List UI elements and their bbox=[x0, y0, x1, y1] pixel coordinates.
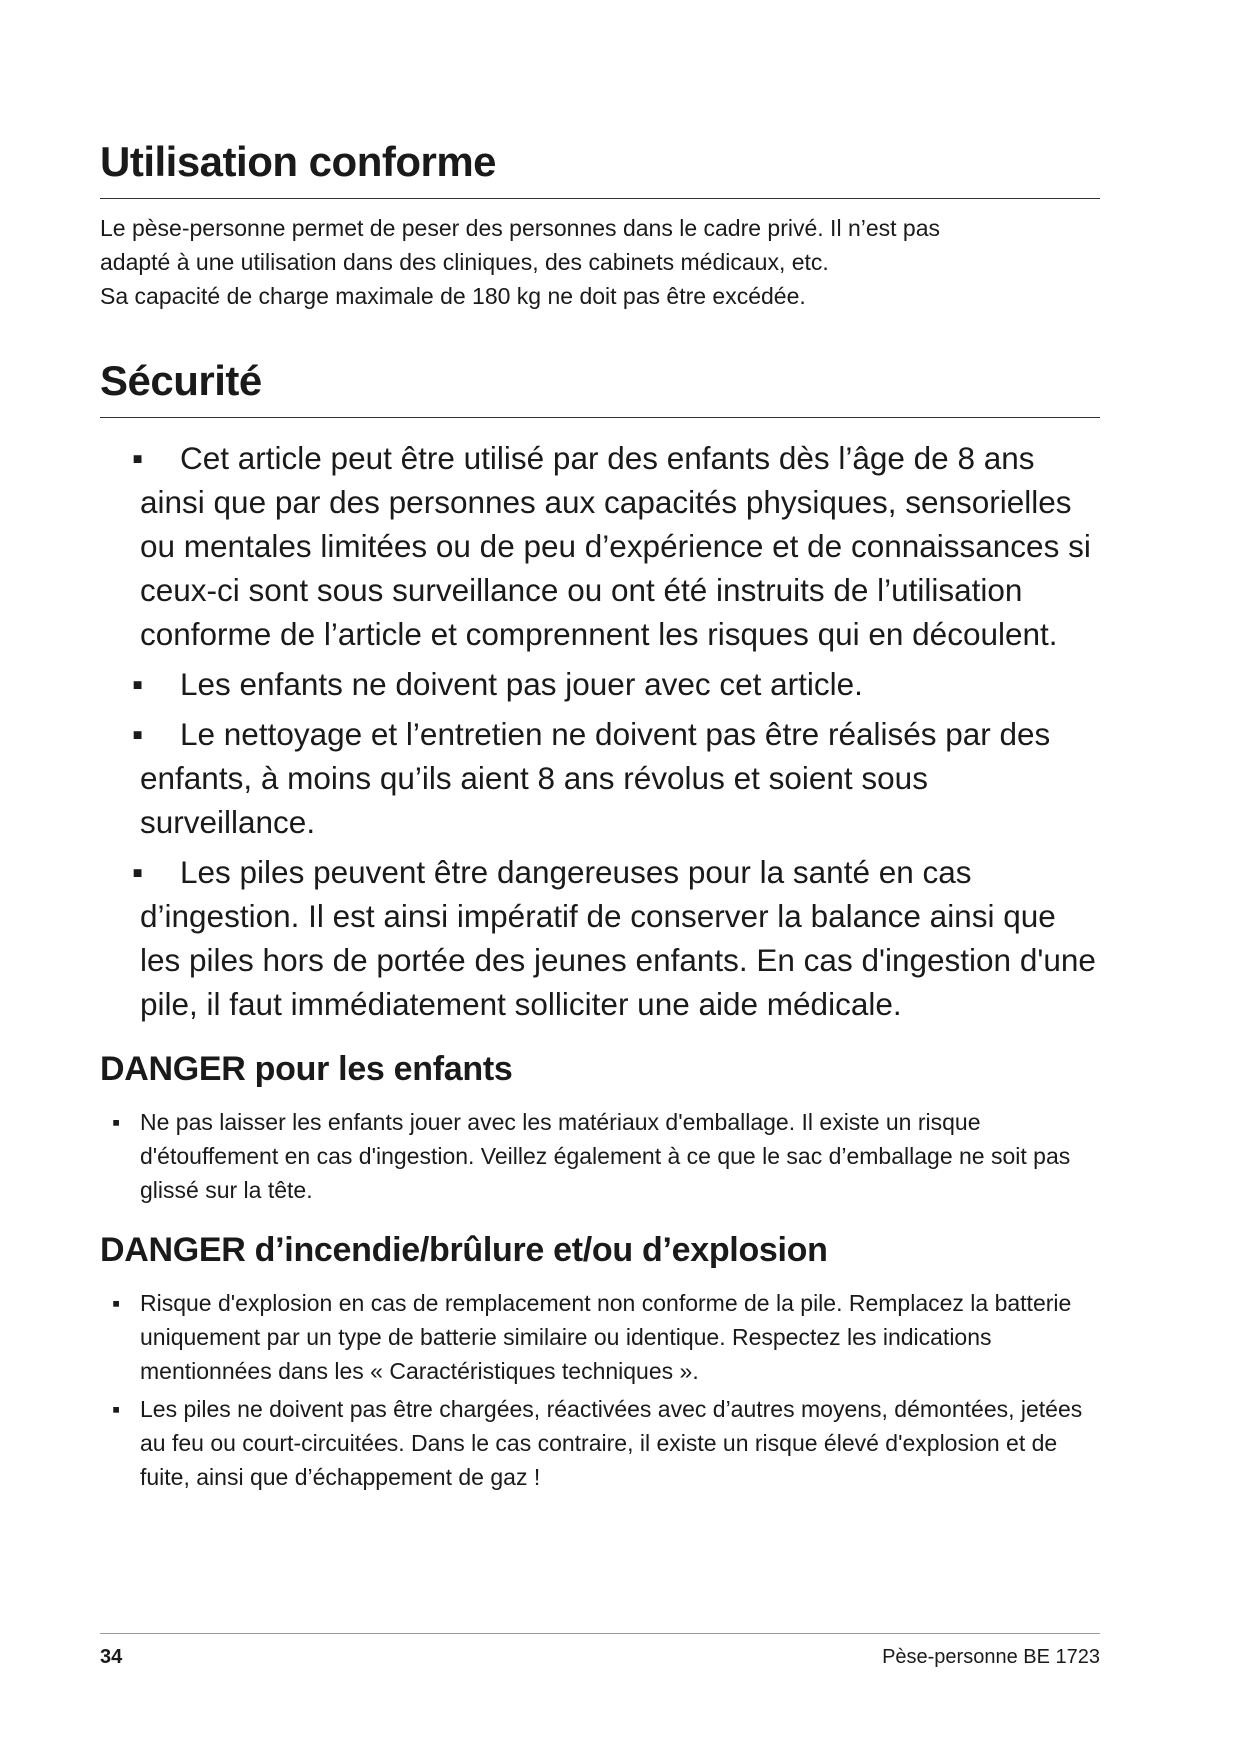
section-title-danger-fire: DANGER d’incendie/brûlure et/ou d’explosion bbox=[100, 1231, 828, 1269]
document-page bbox=[100, 0, 1100, 1498]
usage-line: adapté à une utilisation dans des cliniques, des cabinets médicaux, etc. bbox=[100, 249, 829, 275]
bullet-icon: ▪ bbox=[132, 666, 144, 702]
list-item bbox=[112, 1392, 1100, 1494]
list-item-text: Les piles ne doivent pas être chargées, réactivées avec d’autres moyens, démontées, jetées au feu ou court-circuitées. Dans le cas contraire, il existe un risque élevé d'explosion et de fuite, ainsi que d’échappement de gaz ! bbox=[140, 1396, 1083, 1490]
list-item bbox=[112, 1105, 1100, 1207]
bullet-icon: ▪ bbox=[132, 440, 144, 476]
list-item-text: Les enfants ne doivent pas jouer avec cet article. bbox=[180, 666, 863, 702]
list-item-text: Les piles peuvent être dangereuses pour la santé en cas d’ingestion. Il est ainsi impératif de conserver la balance ainsi que les piles hors de portée des jeunes enfants. En cas d'ingestion d'une pile, il faut immédiatement solliciter une aide médicale. bbox=[140, 854, 1096, 1022]
bullet-icon: ▪ bbox=[112, 1396, 121, 1422]
section-title-usage: Utilisation conforme bbox=[100, 138, 1100, 199]
bullet-icon: ▪ bbox=[132, 716, 144, 752]
danger-fire-list bbox=[100, 1286, 1100, 1494]
list-item bbox=[132, 850, 1100, 1026]
bullet-icon: ▪ bbox=[112, 1109, 121, 1135]
bullet-icon: ▪ bbox=[112, 1290, 121, 1316]
safety-list bbox=[100, 436, 1100, 1026]
page-footer bbox=[100, 1633, 1100, 1669]
usage-paragraph bbox=[100, 211, 1100, 313]
list-item bbox=[132, 712, 1100, 844]
list-item bbox=[112, 1286, 1100, 1388]
usage-line: Sa capacité de charge maximale de 180 kg ne doit pas être excédée. bbox=[100, 283, 806, 309]
product-name: Pèse-personne BE 1723 bbox=[882, 1646, 1100, 1668]
list-item-text: Cet article peut être utilisé par des enfants dès l’âge de 8 ans ainsi que par des personnes aux capacités physiques, sensorielles ou mentales limitées ou de peu d’expérience et de connaissances si ceux-ci sont sous surveillance ou ont été instruits de l’utilisation conforme de l’article et comprennent les risques qui en découlent. bbox=[140, 440, 1091, 652]
list-item-text: Ne pas laisser les enfants jouer avec les matériaux d'emballage. Il existe un risque d'étouffement en cas d'ingestion. Veillez également à ce que le sac d’emballage ne soit pas glissé sur la tête. bbox=[140, 1109, 1071, 1203]
danger-children-list bbox=[100, 1105, 1100, 1207]
list-item bbox=[132, 436, 1100, 656]
list-item-text: Le nettoyage et l’entretien ne doivent pas être réalisés par des enfants, à moins qu’ils aient 8 ans révolus et soient sous surveillance. bbox=[140, 716, 1051, 840]
bullet-icon: ▪ bbox=[132, 854, 144, 890]
list-item bbox=[132, 662, 1100, 706]
section-title-safety: Sécurité bbox=[100, 357, 1100, 418]
section-title-danger-children: DANGER pour les enfants bbox=[100, 1050, 513, 1088]
list-item-text: Risque d'explosion en cas de remplacement non conforme de la pile. Remplacez la batterie uniquement par un type de batterie similaire ou identique. Respectez les indications mentionnées dans les « Caractéristiques techniques ». bbox=[140, 1290, 1072, 1384]
page-number: 34 bbox=[100, 1646, 123, 1668]
usage-line: Le pèse-personne permet de peser des personnes dans le cadre privé. Il n’est pas bbox=[100, 215, 941, 241]
